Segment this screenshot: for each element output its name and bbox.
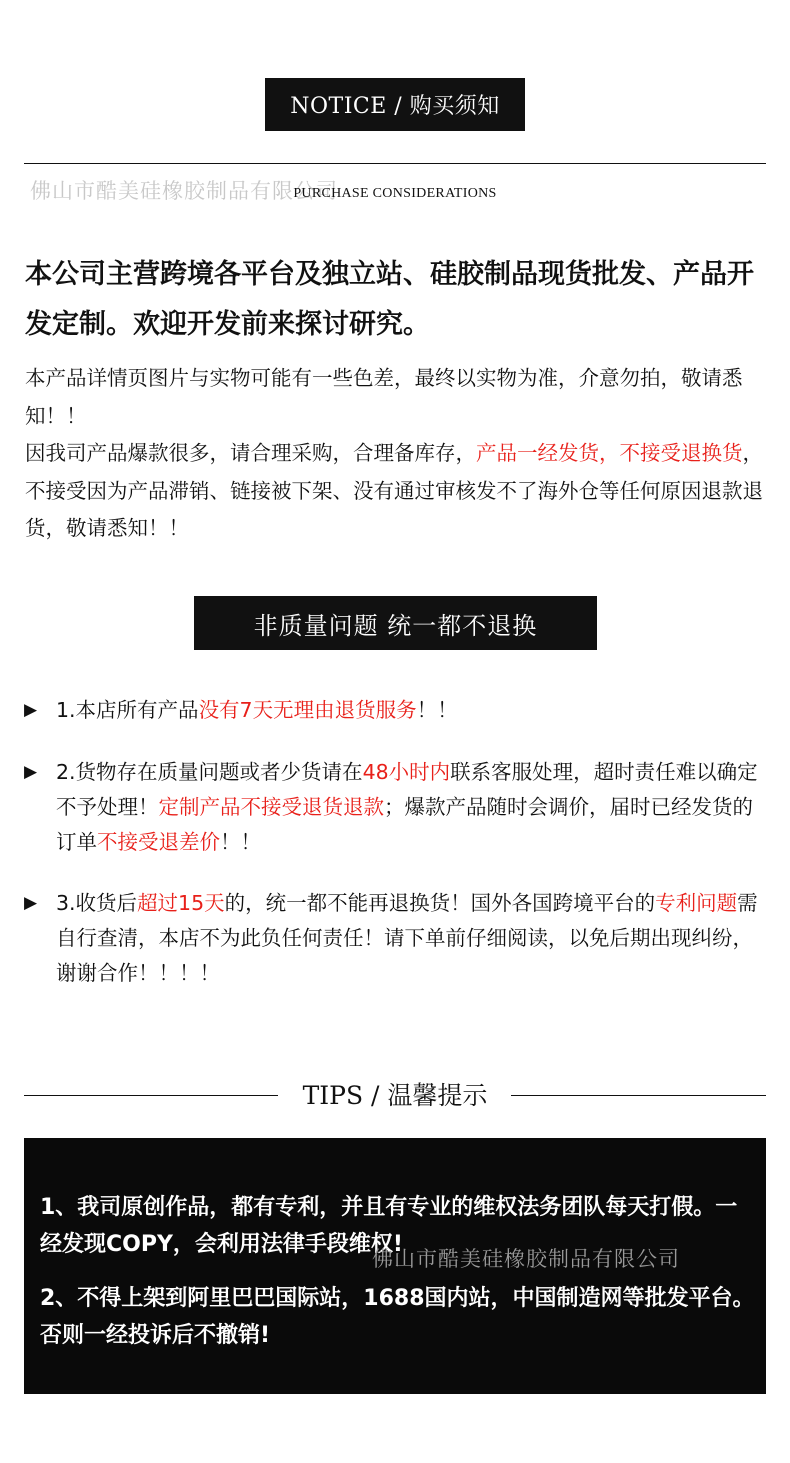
tip-1: 1、我司原创作品，都有专利，并且有专业的维权法务团队每天打假。一经发现COPY，会利用法律手段维权! <box>40 1195 738 1257</box>
tip-2: 2、不得上架到阿里巴巴国际站，1688国内站，中国制造网等批发平台。否则一经投诉后不撤销! <box>40 1286 755 1348</box>
color-difference-notice: 本产品详情页图片与实物可能有一些色差，最终以实物为准，介意勿拍，敬请悉知！！ <box>25 366 743 428</box>
no-return-highlight: 产品一经发货，不接受退换货 <box>476 441 743 465</box>
purchase-considerations-subtitle: PURCHASE CONSIDERATIONS <box>293 186 497 201</box>
triangle-bullet-icon: ▶ <box>24 893 38 913</box>
stock-notice: 因我司产品爆款很多，请合理采购，合理备库存，产品一经发货，不接受退换货，不接受因为产品滞销、链接被下架、没有通过审核发不了海外仓等任何原因退款退货，敬请悉知！！ <box>25 441 763 540</box>
watermark-top: 佛山市酷美硅橡胶制品有限公司 <box>30 179 338 203</box>
rule-item-2: ▶ 2.货物存在质量问题或者少货请在48小时内联系客服处理，超时责任难以确定不予处理！定制产品不接受退货退款；爆款产品随时会调价，届时已经发货的订单不接受退差价！！ <box>24 755 770 860</box>
rule-item-3: ▶ 3.收货后超过15天的，统一都不能再退换货！国外各国跨境平台的专利问题需自行查清，本店不为此负任何责任！请下单前仔细阅读，以免后期出现纠纷，谢谢合作！！！！ <box>24 886 770 991</box>
intro-text <box>25 360 765 548</box>
notice-badge: NOTICE / 购买须知 <box>265 78 525 131</box>
company-headline: 本公司主营跨境各平台及独立站、硅胶制品现货批发、产品开发定制。欢迎开发前来探讨研究。 <box>25 259 754 340</box>
rule-item-1: ▶ 1.本店所有产品没有7天无理由退货服务！！ <box>24 693 770 728</box>
notice-divider <box>24 163 766 164</box>
triangle-bullet-icon: ▶ <box>24 762 38 782</box>
no-return-section-title: 非质量问题 统一都不退换 <box>194 596 597 650</box>
triangle-bullet-icon: ▶ <box>24 700 38 720</box>
watermark-bottom: 佛山市酷美硅橡胶制品有限公司 <box>372 1247 680 1271</box>
tips-title: TIPS / 温馨提示 <box>302 1081 488 1110</box>
